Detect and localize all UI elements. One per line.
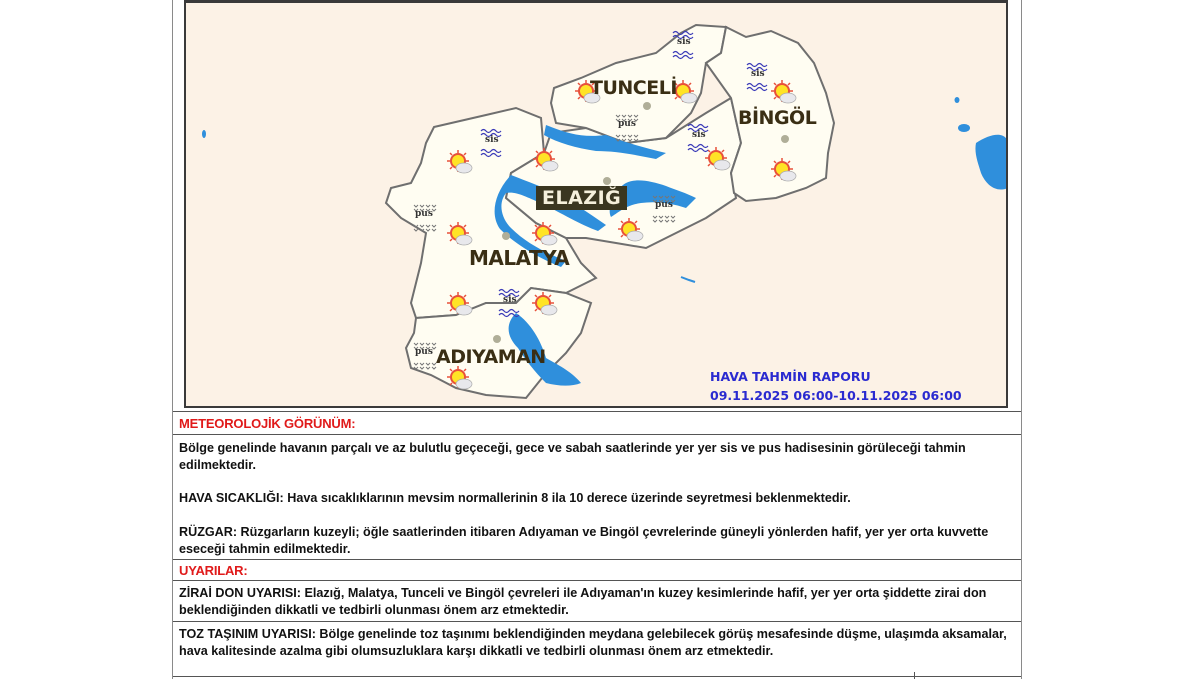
outlook-text: Bölge genelinde havanın parçalı ve az bulutlu geçeceği, gece ve sabah saatlerinde yer yer sis ve pus hadisesinin görüleceği tahmin edilmektedir. xyxy=(179,441,966,472)
outlook-header: METEOROLOJİK GÖRÜNÜM: xyxy=(179,416,356,431)
fog-label: sis xyxy=(677,37,691,47)
temperature-text: Hava sıcaklıklarının mevsim normallerinin 8 ila 10 derece üzerinde seyretmesi beklenmektedir. xyxy=(283,491,851,505)
fog-label: sis xyxy=(503,295,517,305)
city-label-bingol: BİNGÖL xyxy=(738,107,817,129)
divider xyxy=(173,676,1021,677)
frost-warning-label: ZİRAİ DON UYARISI: xyxy=(179,586,301,600)
city-label-adiyaman: ADIYAMAN xyxy=(436,346,546,368)
haze-label: pus xyxy=(415,347,433,357)
fog-label: sis xyxy=(751,69,765,79)
divider xyxy=(173,411,1021,412)
haze-label: pus xyxy=(415,209,433,219)
dust-warning-text: Bölge genelinde toz taşınımı beklendiğinden meydana gelebilecek görüş mesafesinde düşme, ulaşımda aksamalar, hava kalitesinde azalma gibi olumsuzluklara karşı dikkatli ve tedbirli olunması önem arz etmektedir. xyxy=(179,627,1007,658)
wind-text: Rüzgarların kuzeyli; öğle saatlerinden itibaren Adıyaman ve Bingöl çevrelerinde güneyli yönlerden hafif, yer yer orta kuvvette eseceği tahmin edilmektedir. xyxy=(179,525,989,556)
wind-label: RÜZGAR: xyxy=(179,525,238,539)
divider xyxy=(173,559,1021,560)
dust-warning-label: TOZ TAŞINIM UYARISI: xyxy=(179,627,316,641)
warnings-header: UYARILAR: xyxy=(179,563,248,578)
wind-paragraph xyxy=(179,524,1009,558)
dust-warning-paragraph xyxy=(179,626,1009,660)
temperature-paragraph xyxy=(179,490,1009,507)
fog-label: sis xyxy=(485,135,499,145)
haze-label: pus xyxy=(655,200,673,210)
divider xyxy=(173,621,1021,622)
divider xyxy=(173,580,1021,581)
report-period: 09.11.2025 06:00-10.11.2025 06:00 xyxy=(710,388,962,403)
temperature-label: HAVA SICAKLIĞI: xyxy=(179,491,284,505)
fog-label: sis xyxy=(692,130,706,140)
divider xyxy=(173,434,1021,435)
report-title: HAVA TAHMİN RAPORU xyxy=(710,369,871,384)
regional-weather-map xyxy=(184,0,1008,408)
city-label-tunceli: TUNCELİ xyxy=(590,77,677,99)
city-label-elazig: ELAZIĞ xyxy=(536,186,627,210)
frost-warning-text: Elazığ, Malatya, Tunceli ve Bingöl çevreleri ile Adıyaman'ın kuzey kesimlerinde hafif, yer yer orta şiddette zirai don beklendiğinden dikkatli ve tedbirli olunması önem arz etmektedir. xyxy=(179,586,987,617)
haze-label: pus xyxy=(618,119,636,129)
table-tick xyxy=(914,672,915,679)
frost-warning-paragraph xyxy=(179,585,1009,619)
forecast-document xyxy=(172,0,1022,679)
city-label-malatya: MALATYA xyxy=(469,246,570,270)
report-title-block xyxy=(710,367,962,405)
